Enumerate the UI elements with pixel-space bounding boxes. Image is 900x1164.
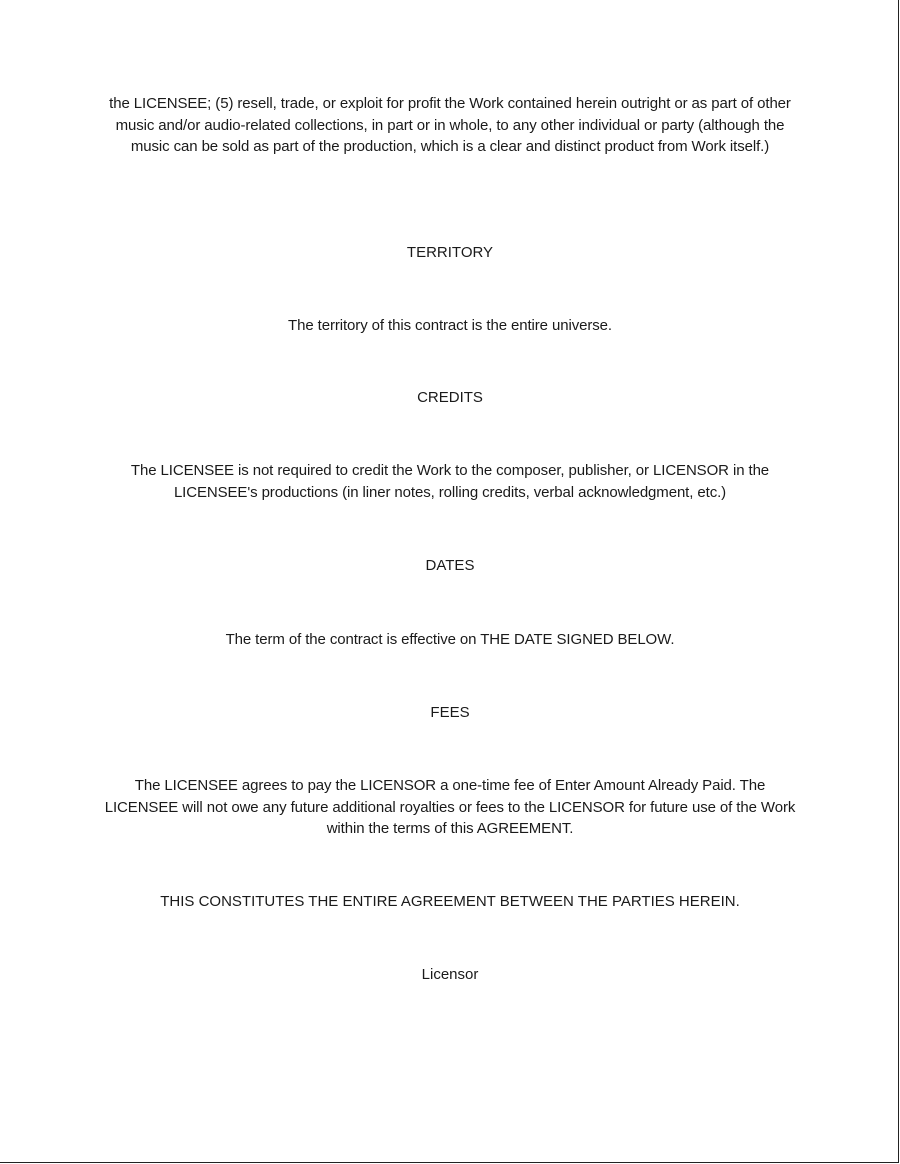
- signature-label-licensor: Licensor: [421, 966, 479, 983]
- intro-paragraph: the LICENSEE; (5) resell, trade, or exploit for profit the Work contained herein outright or as part of other music and/or audio-related collections, in part or in whole, to any other individual or party (although the music can be sold as part of the production, which is a clear and distinct product from Work itself.): [109, 95, 791, 155]
- credits-heading: CREDITS: [417, 389, 483, 406]
- closing-statement: THIS CONSTITUTES THE ENTIRE AGREEMENT BETWEEN THE PARTIES HEREIN.: [160, 893, 740, 910]
- dates-heading: DATES: [425, 557, 475, 574]
- dates-body: The term of the contract is effective on THE DATE SIGNED BELOW.: [225, 631, 675, 648]
- credits-body: The LICENSEE is not required to credit the Work to the composer, publisher, or LICENSOR in the LICENSEE's productions (in liner notes, rolling credits, verbal acknowledgment, etc.): [130, 462, 770, 501]
- fees-body: The LICENSEE agrees to pay the LICENSOR a one-time fee of Enter Amount Already Paid. The LICENSEE will not owe any future additional royalties or fees to the LICENSOR for future use of the Work within the terms of this AGREEMENT.: [104, 777, 796, 837]
- territory-body: The territory of this contract is the entire universe.: [288, 317, 612, 334]
- fees-heading: FEES: [430, 704, 470, 721]
- territory-heading: TERRITORY: [406, 244, 494, 261]
